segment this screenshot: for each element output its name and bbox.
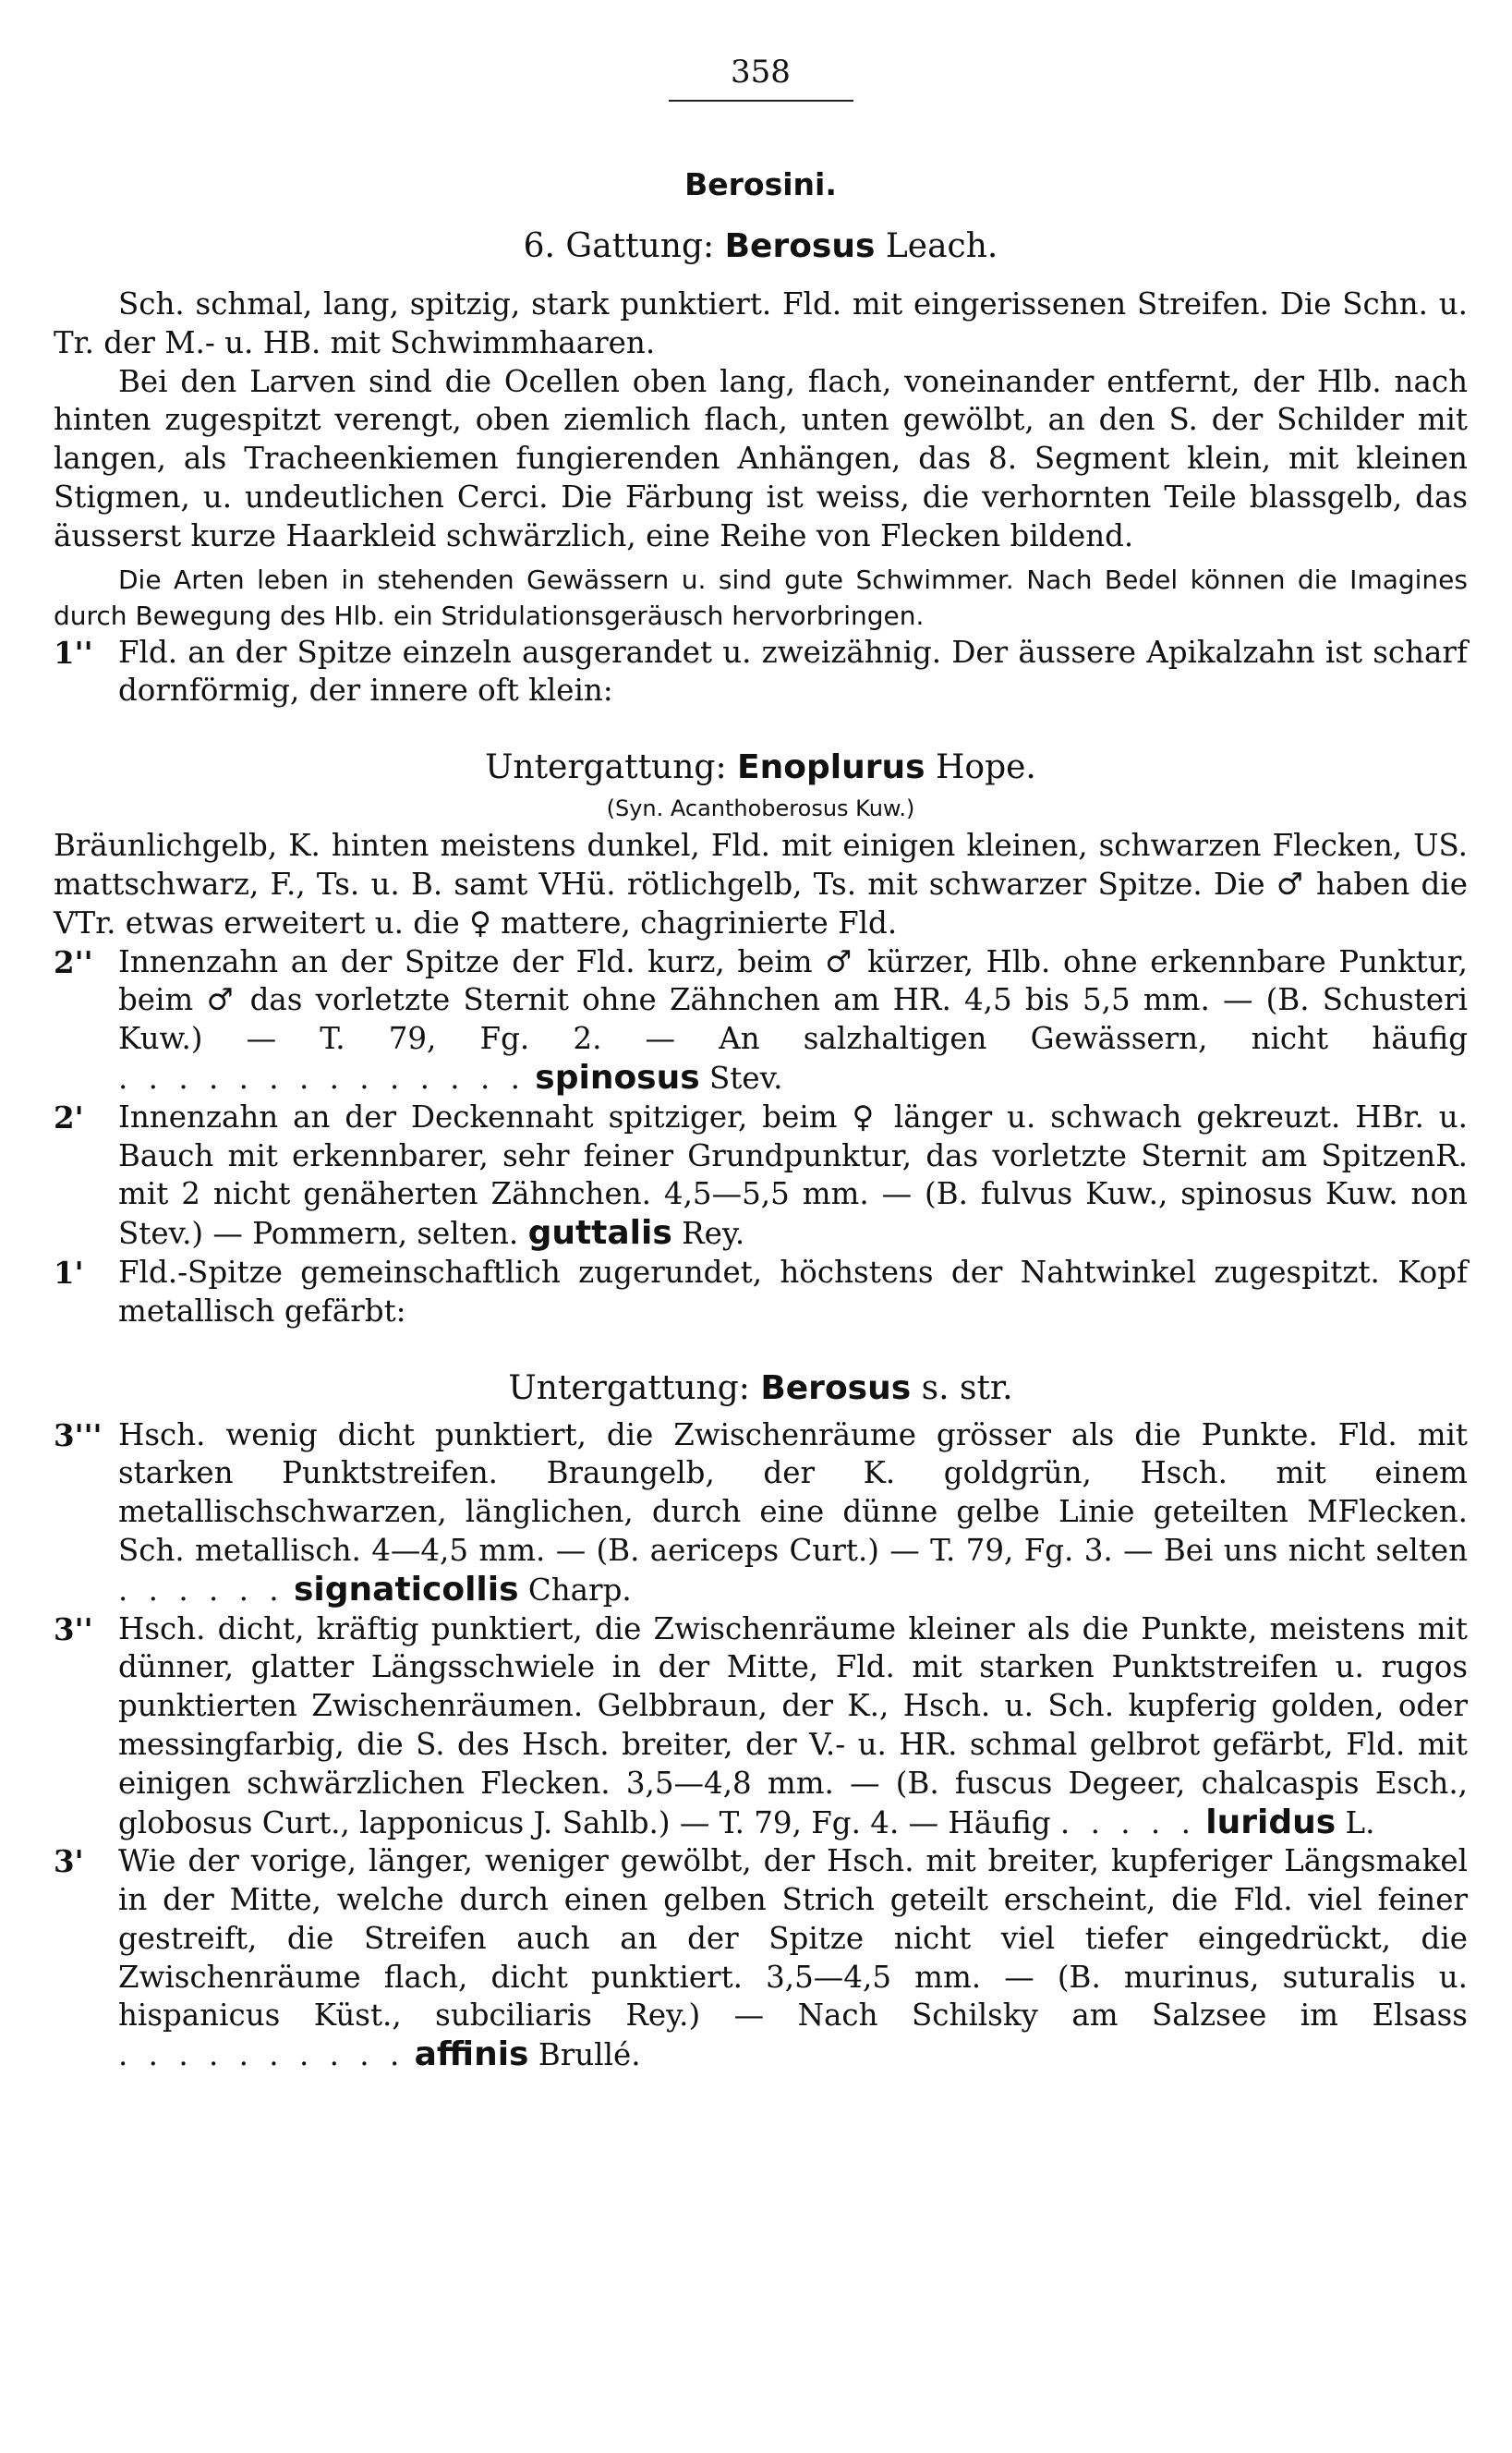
- couplet-body: [118, 1842, 1468, 2075]
- biology-note: Die Arten leben in stehenden Gewässern u. sind gute Schwimmer. Nach Bedel können die Imagines durch Bewegung des Hlb. ein Stridulationsgeräusch hervorbringen.: [54, 564, 1468, 631]
- couplet-text: Innenzahn an der Spitze der Fld. kurz, beim ♂ kürzer, Hlb. ohne erkennbare Punktur, beim ♂ das vorletzte Sternit ohne Zähnchen am HR. 4,5 bis 5,5 mm. — (B. Schusteri Kuw.) — T. 79, Fg. 2. — An salzhaltigen Gewässern, nicht häufig: [118, 943, 1468, 1057]
- species-line: [1060, 1805, 1374, 1840]
- couplet-text: Fld.-Spitze gemeinschaftlich zugerundet, höchstens der Nahtwinkel zugespitzt. Kopf metallisch gefärbt:: [118, 1254, 1468, 1329]
- couplet-text: Hsch. dicht, kräftig punktiert, die Zwischenräume kleiner als die Punkte, meistens mit dünner, glatter Längsschwiele in der Mitte, Fld. mit starken Punktstreifen u. rugos punktierten Zwischenräumen. Gelbbraun, der K., Hsch. u. Sch. kupferig golden, oder messingfarbig, die S. des Hsch. breiter, der V.- u. HR. schmal gelbrot gefärbt, Fld. mit einigen schwärzlichen Flecken. 3,5—4,8 mm. — (B. fuscus Degeer, chalcaspis Esch., globosus Curt., lapponicus J. Sahlb.) — T. 79, Fg. 4. — Häufig: [118, 1610, 1468, 1840]
- couplet-body: [118, 1610, 1468, 1843]
- couplet-1b: [54, 1254, 1468, 1331]
- subgenus-label: Untergattung:: [508, 1368, 750, 1407]
- species-name: signaticollis: [293, 1570, 519, 1609]
- couplet-number: 2'': [54, 943, 93, 980]
- species-author: L.: [1345, 1804, 1375, 1840]
- leader-dots: . . . . . . . . . .: [118, 2037, 405, 2073]
- page-number: 358: [731, 54, 791, 91]
- couplet-3a: [54, 1416, 1468, 1610]
- species-name: luridus: [1205, 1803, 1337, 1841]
- couplet-text: Hsch. wenig dicht punktiert, die Zwischenräume grösser als die Punkte. Fld. mit starken Punktstreifen. Braungelb, der K. goldgrün, Hsch. mit einem metallischschwarzen, länglichen, durch eine dünne gelbe Linie geteilten MFlecken. Sch. metallisch. 4—4,5 mm. — (B. aericeps Curt.) — T. 79, Fg. 3. — Bei uns nicht selten: [118, 1416, 1468, 1568]
- subgenus-synonym: (Syn. Acanthoberosus Kuw.): [606, 795, 915, 822]
- tribe-heading: Berosini.: [684, 166, 837, 202]
- couplet-3b: [54, 1610, 1468, 1843]
- couplet-2b: [54, 1099, 1468, 1254]
- larvae-description: Bei den Larven sind die Ocellen oben lang, flach, voneinander entfernt, der Hlb. nach hinten zugespitzt verengt, oben ziemlich flach, unten gewölbt, an den S. der Schilder mit langen, als Tracheenkiemen fungierenden Anhängen, das 8. Segment klein, mit kleinen Stigmen, u. undeutlichen Cerci. Die Färbung ist weiss, die verhornten Teile blassgelb, das äusserst kurze Haarkleid schwärzlich, eine Reihe von Flecken bildend.: [54, 363, 1468, 553]
- genus-author: Leach.: [885, 227, 998, 265]
- species-author: Stev.: [709, 1060, 783, 1096]
- species-line: [118, 1058, 783, 1097]
- couplet-2a: [54, 943, 1468, 1099]
- genus-name: Berosus: [724, 227, 876, 265]
- species-line: [528, 1216, 745, 1251]
- species-name: spinosus: [535, 1058, 700, 1097]
- couplet-number: 3'': [54, 1610, 93, 1647]
- leader-dots: . . . . .: [1059, 1804, 1196, 1840]
- couplet-number: 1': [54, 1254, 84, 1291]
- genus-description: Sch. schmal, lang, spitzig, stark punktiert. Fld. mit eingerissenen Streifen. Die Schn. u. Tr. der M.- u. HB. mit Schwimmhaaren.: [54, 286, 1468, 360]
- page-number-rule: [669, 100, 853, 102]
- couplet-number: 3''': [54, 1416, 103, 1453]
- couplet-number: 2': [54, 1099, 84, 1135]
- species-line: [118, 2037, 641, 2072]
- subgenus-description: Bräunlichgelb, K. hinten meistens dunkel, Fld. mit einigen kleinen, schwarzen Flecken, US. mattschwarz, F., Ts. u. B. samt VHü. rötlichgelb, Ts. mit schwarzer Spitze. Die ♂ haben die VTr. etwas erweitert u. die ♀ mattere, chagrinierte Fld.: [54, 828, 1468, 941]
- couplet-text: Innenzahn an der Deckennaht spitziger, beim ♀ länger u. schwach gekreuzt. HBr. u. Bauch mit erkennbarer, sehr feiner Grundpunktur, das vorletzte Sternit am SpitzenR. mit 2 nicht genäherten Zähnchen. 4,5—5,5 mm. — (B. fulvus Kuw., spinosus Kuw. non Stev.) — Pommern, selten.: [118, 1099, 1468, 1252]
- species-line: [118, 1570, 632, 1609]
- subgenus-author: s. str.: [921, 1368, 1013, 1407]
- genus-heading: [54, 226, 1468, 267]
- subgenus-author: Hope.: [936, 748, 1036, 787]
- subgenus-name: Enoplurus: [737, 748, 925, 787]
- couplet-body: [118, 1099, 1468, 1254]
- subgenus-heading-enoplurus: [54, 747, 1468, 788]
- species-name: guttalis: [527, 1214, 672, 1253]
- species-author: Charp.: [527, 1572, 632, 1608]
- species-author: Rey.: [682, 1216, 745, 1252]
- couplet-number: 1'': [54, 634, 93, 671]
- species-name: affinis: [414, 2035, 529, 2074]
- leader-dots: . . . . . . . . . . . . . .: [118, 1060, 526, 1096]
- couplet-1a: [54, 634, 1468, 711]
- genus-label: 6. Gattung:: [523, 227, 715, 265]
- subgenus-heading-berosus: [54, 1368, 1468, 1409]
- couplet-text: Wie der vorige, länger, weniger gewölbt, der Hsch. mit breiter, kupferiger Längsmakel in der Mitte, welche durch einen gelben Strich geteilt erscheint, die Fld. viel feiner gestreift, die Streifen auch an der Spitze nicht viel tiefer eingedrückt, die Zwischenräume flach, dicht punktiert. 3,5—4,5 mm. — (B. murinus, suturalis u. hispanicus Küst., subciliaris Rey.) — Nach Schilsky am Salzsee im Elsass: [118, 1843, 1468, 2034]
- couplet-3c: [54, 1842, 1468, 2075]
- couplet-body: [118, 943, 1468, 1099]
- couplet-text: Fld. an der Spitze einzeln ausgerandet u. zweizähnig. Der äussere Apikalzahn ist scharf dornförmig, der innere oft klein:: [118, 634, 1468, 709]
- couplet-body: [118, 1416, 1468, 1610]
- species-author: Brullé.: [538, 2037, 641, 2073]
- subgenus-label: Untergattung:: [485, 748, 727, 787]
- leader-dots: . . . . . .: [118, 1572, 284, 1608]
- subgenus-name: Berosus: [760, 1368, 912, 1407]
- couplet-number: 3': [54, 1843, 84, 1880]
